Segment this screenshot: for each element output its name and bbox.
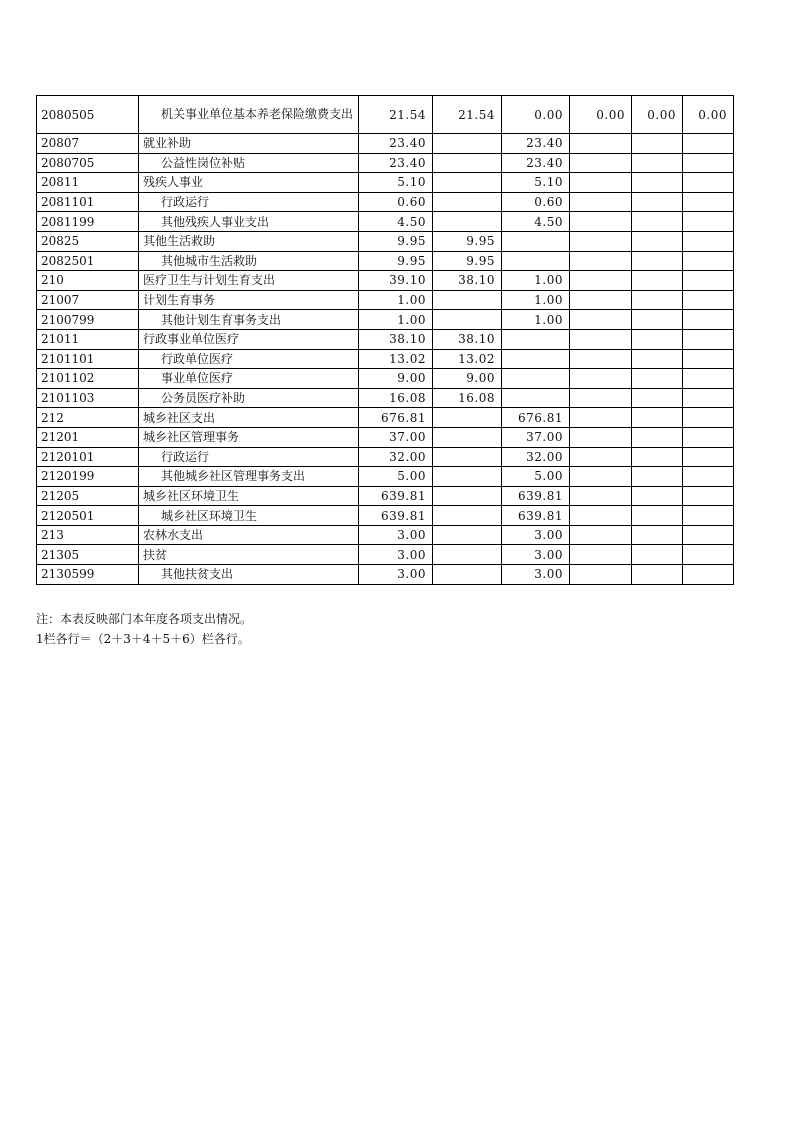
cell-col3: 1.00 [502, 271, 570, 291]
table-row [37, 506, 734, 526]
cell-col4 [570, 349, 632, 369]
cell-col2 [433, 153, 502, 173]
table-row [37, 329, 734, 349]
cell-col5 [632, 565, 683, 585]
cell-col6 [683, 251, 734, 271]
cell-col4 [570, 486, 632, 506]
cell-col1: 3.00 [359, 565, 433, 585]
cell-code: 20811 [37, 173, 139, 193]
cell-col1: 3.00 [359, 545, 433, 565]
cell-col3: 1.00 [502, 310, 570, 330]
cell-col4 [570, 427, 632, 447]
cell-col3: 0.60 [502, 192, 570, 212]
cell-name: 公务员医疗补助 [139, 388, 359, 408]
cell-col6 [683, 310, 734, 330]
cell-col3 [502, 329, 570, 349]
table-row [37, 310, 734, 330]
cell-col2: 9.95 [433, 231, 502, 251]
cell-col4: 0.00 [570, 96, 632, 134]
cell-col1: 23.40 [359, 134, 433, 154]
note-line-2: 1栏各行＝（2＋3＋4＋5＋6）栏各行。 [36, 632, 250, 646]
cell-code: 2101102 [37, 369, 139, 389]
cell-col2 [433, 486, 502, 506]
cell-col5 [632, 310, 683, 330]
cell-name: 其他生活救助 [139, 231, 359, 251]
cell-col6 [683, 506, 734, 526]
cell-col2 [433, 467, 502, 487]
cell-col6 [683, 192, 734, 212]
cell-col1: 23.40 [359, 153, 433, 173]
cell-col6 [683, 290, 734, 310]
cell-col3: 0.00 [502, 96, 570, 134]
cell-col6 [683, 467, 734, 487]
cell-col1: 13.02 [359, 349, 433, 369]
cell-col6: 0.00 [683, 96, 734, 134]
table-row [37, 231, 734, 251]
cell-col3: 639.81 [502, 506, 570, 526]
cell-col1: 9.95 [359, 231, 433, 251]
cell-col1: 1.00 [359, 310, 433, 330]
cell-name: 计划生育事务 [139, 290, 359, 310]
cell-code: 2120501 [37, 506, 139, 526]
cell-name: 其他残疾人事业支出 [139, 212, 359, 232]
cell-col5 [632, 506, 683, 526]
cell-col5 [632, 545, 683, 565]
cell-col6 [683, 447, 734, 467]
cell-col4 [570, 408, 632, 428]
cell-col2: 21.54 [433, 96, 502, 134]
cell-col4 [570, 271, 632, 291]
cell-col2 [433, 290, 502, 310]
cell-col4 [570, 545, 632, 565]
cell-col3 [502, 349, 570, 369]
cell-name: 医疗卫生与计划生育支出 [139, 271, 359, 291]
cell-col1: 676.81 [359, 408, 433, 428]
cell-col6 [683, 427, 734, 447]
table-row [37, 408, 734, 428]
cell-col5 [632, 467, 683, 487]
cell-col6 [683, 231, 734, 251]
cell-col2: 38.10 [433, 329, 502, 349]
cell-code: 2120199 [37, 467, 139, 487]
cell-col6 [683, 486, 734, 506]
cell-col1: 3.00 [359, 525, 433, 545]
cell-name: 就业补助 [139, 134, 359, 154]
cell-col6 [683, 545, 734, 565]
cell-col3 [502, 388, 570, 408]
cell-col2 [433, 447, 502, 467]
cell-col5 [632, 251, 683, 271]
cell-col2 [433, 525, 502, 545]
cell-col3: 639.81 [502, 486, 570, 506]
cell-col6 [683, 212, 734, 232]
cell-col1: 38.10 [359, 329, 433, 349]
cell-col3 [502, 251, 570, 271]
cell-name: 公益性岗位补贴 [139, 153, 359, 173]
cell-col5 [632, 349, 683, 369]
table-row [37, 96, 734, 134]
cell-code: 21007 [37, 290, 139, 310]
cell-code: 210 [37, 271, 139, 291]
cell-name: 城乡社区环境卫生 [139, 486, 359, 506]
cell-code: 2080505 [37, 96, 139, 134]
cell-col1: 4.50 [359, 212, 433, 232]
cell-col6 [683, 173, 734, 193]
cell-col3: 1.00 [502, 290, 570, 310]
cell-col5: 0.00 [632, 96, 683, 134]
cell-col6 [683, 369, 734, 389]
cell-col1: 0.60 [359, 192, 433, 212]
cell-col3 [502, 369, 570, 389]
cell-name: 机关事业单位基本养老保险缴费支出 [139, 96, 359, 134]
cell-code: 20825 [37, 231, 139, 251]
cell-name: 行政运行 [139, 447, 359, 467]
notes [36, 609, 252, 649]
cell-code: 2130599 [37, 565, 139, 585]
cell-col2 [433, 565, 502, 585]
cell-name: 事业单位医疗 [139, 369, 359, 389]
cell-col4 [570, 134, 632, 154]
table-row [37, 192, 734, 212]
cell-code: 21205 [37, 486, 139, 506]
cell-col2 [433, 506, 502, 526]
cell-col6 [683, 153, 734, 173]
cell-col4 [570, 173, 632, 193]
cell-col6 [683, 329, 734, 349]
cell-col2 [433, 192, 502, 212]
cell-col3: 5.10 [502, 173, 570, 193]
cell-col5 [632, 408, 683, 428]
cell-col5 [632, 369, 683, 389]
cell-col1: 37.00 [359, 427, 433, 447]
cell-col4 [570, 212, 632, 232]
cell-name: 城乡社区管理事务 [139, 427, 359, 447]
cell-col1: 639.81 [359, 506, 433, 526]
cell-col2: 38.10 [433, 271, 502, 291]
cell-col4 [570, 565, 632, 585]
cell-col5 [632, 290, 683, 310]
cell-name: 其他扶贫支出 [139, 565, 359, 585]
table-row [37, 427, 734, 447]
cell-col5 [632, 427, 683, 447]
cell-code: 2080705 [37, 153, 139, 173]
cell-col6 [683, 349, 734, 369]
table-row [37, 173, 734, 193]
cell-col4 [570, 388, 632, 408]
cell-col5 [632, 192, 683, 212]
table-body [37, 96, 734, 585]
cell-code: 2081199 [37, 212, 139, 232]
cell-code: 2081101 [37, 192, 139, 212]
cell-col4 [570, 251, 632, 271]
cell-col1: 5.10 [359, 173, 433, 193]
table-row [37, 545, 734, 565]
cell-col1: 1.00 [359, 290, 433, 310]
cell-code: 2082501 [37, 251, 139, 271]
cell-col5 [632, 525, 683, 545]
cell-code: 2101101 [37, 349, 139, 369]
cell-col4 [570, 329, 632, 349]
table-row [37, 467, 734, 487]
cell-col3: 4.50 [502, 212, 570, 232]
cell-col3 [502, 231, 570, 251]
cell-col5 [632, 231, 683, 251]
cell-col3: 3.00 [502, 545, 570, 565]
table-row [37, 388, 734, 408]
cell-col4 [570, 467, 632, 487]
cell-col3: 3.00 [502, 525, 570, 545]
cell-col3: 23.40 [502, 153, 570, 173]
cell-col2 [433, 134, 502, 154]
cell-col1: 9.00 [359, 369, 433, 389]
cell-col4 [570, 369, 632, 389]
expenditure-table [36, 95, 734, 585]
cell-code: 213 [37, 525, 139, 545]
cell-col1: 21.54 [359, 96, 433, 134]
cell-col3: 3.00 [502, 565, 570, 585]
cell-col2 [433, 545, 502, 565]
cell-name: 行政运行 [139, 192, 359, 212]
cell-code: 212 [37, 408, 139, 428]
table-row [37, 153, 734, 173]
table-row [37, 271, 734, 291]
cell-col3: 676.81 [502, 408, 570, 428]
table-row [37, 290, 734, 310]
cell-col3: 37.00 [502, 427, 570, 447]
table-row [37, 251, 734, 271]
cell-col2: 16.08 [433, 388, 502, 408]
table-row [37, 525, 734, 545]
cell-name: 其他城乡社区管理事务支出 [139, 467, 359, 487]
cell-col5 [632, 134, 683, 154]
cell-col2 [433, 212, 502, 232]
table-row [37, 134, 734, 154]
cell-col5 [632, 173, 683, 193]
table-row [37, 447, 734, 467]
table-row [37, 565, 734, 585]
note-line-1: 注：本表反映部门本年度各项支出情况。 [36, 612, 253, 626]
cell-col1: 5.00 [359, 467, 433, 487]
cell-col5 [632, 212, 683, 232]
cell-code: 21305 [37, 545, 139, 565]
cell-col5 [632, 447, 683, 467]
cell-col5 [632, 271, 683, 291]
cell-col5 [632, 388, 683, 408]
cell-col6 [683, 408, 734, 428]
cell-col4 [570, 310, 632, 330]
cell-col2: 13.02 [433, 349, 502, 369]
cell-code: 20807 [37, 134, 139, 154]
cell-col3: 23.40 [502, 134, 570, 154]
table-row [37, 486, 734, 506]
cell-col3: 5.00 [502, 467, 570, 487]
cell-col5 [632, 486, 683, 506]
cell-col1: 639.81 [359, 486, 433, 506]
cell-name: 城乡社区支出 [139, 408, 359, 428]
cell-name: 城乡社区环境卫生 [139, 506, 359, 526]
cell-col4 [570, 525, 632, 545]
cell-code: 2100799 [37, 310, 139, 330]
cell-col6 [683, 565, 734, 585]
cell-code: 2101103 [37, 388, 139, 408]
cell-name: 残疾人事业 [139, 173, 359, 193]
cell-col5 [632, 153, 683, 173]
cell-col4 [570, 447, 632, 467]
cell-col4 [570, 192, 632, 212]
cell-code: 21011 [37, 329, 139, 349]
cell-col2: 9.00 [433, 369, 502, 389]
cell-col2 [433, 310, 502, 330]
cell-name: 其他计划生育事务支出 [139, 310, 359, 330]
cell-name: 其他城市生活救助 [139, 251, 359, 271]
cell-col1: 32.00 [359, 447, 433, 467]
cell-col4 [570, 506, 632, 526]
cell-name: 行政事业单位医疗 [139, 329, 359, 349]
cell-name: 农林水支出 [139, 525, 359, 545]
cell-col3: 32.00 [502, 447, 570, 467]
cell-col4 [570, 231, 632, 251]
cell-col6 [683, 134, 734, 154]
cell-name: 行政单位医疗 [139, 349, 359, 369]
table-row [37, 369, 734, 389]
cell-col6 [683, 388, 734, 408]
cell-col4 [570, 290, 632, 310]
cell-col2: 9.95 [433, 251, 502, 271]
table-row [37, 349, 734, 369]
cell-code: 2120101 [37, 447, 139, 467]
cell-col2 [433, 173, 502, 193]
cell-col2 [433, 427, 502, 447]
cell-col2 [433, 408, 502, 428]
cell-col6 [683, 525, 734, 545]
cell-col1: 16.08 [359, 388, 433, 408]
table-row [37, 212, 734, 232]
cell-col4 [570, 153, 632, 173]
cell-col1: 39.10 [359, 271, 433, 291]
cell-col5 [632, 329, 683, 349]
cell-col6 [683, 271, 734, 291]
cell-col1: 9.95 [359, 251, 433, 271]
cell-code: 21201 [37, 427, 139, 447]
cell-name: 扶贫 [139, 545, 359, 565]
